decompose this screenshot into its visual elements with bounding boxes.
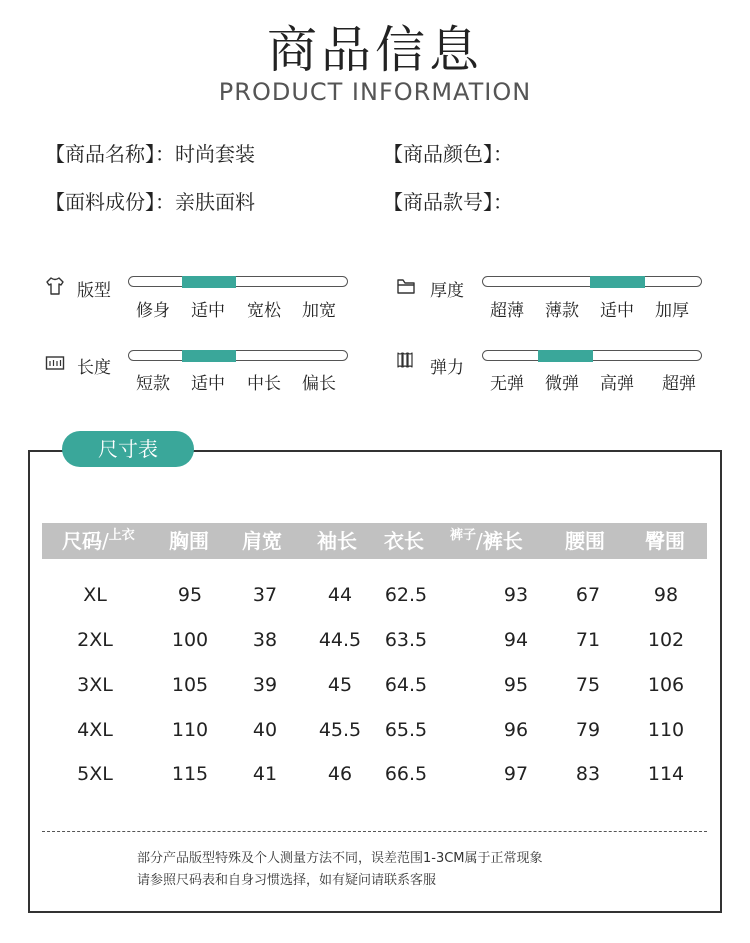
size-value: 96 — [503, 719, 529, 741]
size-label: XL — [83, 584, 107, 606]
header-size: 尺码/$^{上衣}$ — [62, 528, 135, 553]
product-name — [45, 138, 255, 167]
size-value: 102 — [647, 629, 685, 651]
size-value: 100 — [171, 629, 209, 651]
size-value: 41 — [252, 763, 278, 785]
stretch-option: 微弹 — [545, 374, 579, 394]
size-label: 3XL — [77, 674, 113, 696]
stretch-slider-fill — [538, 350, 593, 362]
header-sleeve: 袖长 — [317, 529, 357, 553]
size-value: 79 — [575, 719, 601, 741]
product-name-value: 时尚套装 — [175, 142, 255, 166]
tshirt-icon — [45, 276, 65, 296]
size-value: 71 — [575, 629, 601, 651]
thickness-slider-fill — [590, 276, 645, 288]
size-value: 94 — [503, 629, 529, 651]
size-value: 44.5 — [318, 629, 362, 651]
product-color-label: 【商品颜色】： — [383, 142, 513, 166]
size-value: 106 — [647, 674, 685, 696]
size-chart-tab: 尺寸表 — [62, 431, 194, 467]
page-title: 商品信息 — [267, 21, 483, 79]
attr-length-label: 长度 — [77, 358, 111, 378]
attr-thickness-label: 厚度 — [430, 281, 464, 301]
size-value: 66.5 — [384, 763, 428, 785]
product-name-label: 【商品名称】： — [45, 142, 175, 166]
size-value: 97 — [503, 763, 529, 785]
length-option: 偏长 — [302, 374, 336, 394]
header-top-length: 衣长 — [384, 529, 424, 553]
stretch-option: 超弹 — [662, 374, 696, 394]
fit-slider-fill — [182, 276, 236, 288]
fabric-icon — [396, 350, 416, 370]
note-line-1: 部分产品版型特殊及个人测量方法不同，误差范围1-3CM属于正常现象 — [137, 851, 543, 866]
fit-option: 修身 — [136, 301, 170, 321]
size-label: 5XL — [77, 763, 113, 785]
header-shoulder: 肩宽 — [242, 529, 282, 553]
size-value: 114 — [647, 763, 685, 785]
size-value: 45 — [327, 674, 353, 696]
size-value: 64.5 — [384, 674, 428, 696]
folder-icon — [396, 276, 416, 296]
size-chart-header — [42, 523, 707, 559]
size-label: 2XL — [77, 629, 113, 651]
size-value: 83 — [575, 763, 601, 785]
stretch-option: 无弹 — [490, 374, 524, 394]
size-value: 65.5 — [384, 719, 428, 741]
size-value: 40 — [252, 719, 278, 741]
product-fabric-label: 【面料成份】： — [45, 190, 175, 214]
size-label: 4XL — [77, 719, 113, 741]
length-option: 短款 — [136, 374, 170, 394]
thickness-option: 适中 — [600, 301, 634, 321]
stretch-slider — [482, 350, 702, 361]
size-value: 46 — [327, 763, 353, 785]
size-value: 38 — [252, 629, 278, 651]
length-option: 适中 — [191, 374, 225, 394]
fit-slider — [128, 276, 348, 287]
thickness-slider — [482, 276, 702, 287]
divider — [42, 831, 707, 832]
size-value: 95 — [503, 674, 529, 696]
size-value: 62.5 — [384, 584, 428, 606]
ruler-icon — [45, 353, 65, 373]
size-value: 75 — [575, 674, 601, 696]
thickness-option: 薄款 — [545, 301, 579, 321]
product-fabric — [45, 186, 255, 215]
header-pants: $^{裤子}$/裤长 — [450, 528, 523, 553]
size-value: 39 — [252, 674, 278, 696]
fit-option: 适中 — [191, 301, 225, 321]
header-chest: 胸围 — [169, 529, 209, 553]
size-value: 45.5 — [318, 719, 362, 741]
header-size-label: 尺码 — [62, 529, 102, 553]
length-slider — [128, 350, 348, 361]
product-style-label: 【商品款号】： — [383, 190, 513, 214]
header-pants-length: 裤长 — [482, 529, 523, 553]
header-hip: 臀围 — [645, 529, 685, 553]
header-pants-label: 裤子 — [450, 528, 477, 543]
fit-option: 加宽 — [302, 301, 336, 321]
stretch-option: 高弹 — [600, 374, 634, 394]
size-value: 95 — [177, 584, 203, 606]
attr-stretch-label: 弹力 — [430, 358, 464, 378]
size-value: 110 — [647, 719, 685, 741]
product-fabric-value: 亲肤面料 — [175, 190, 255, 214]
header-waist: 腰围 — [565, 529, 605, 553]
note-line-2: 请参照尺码表和自身习惯选择，如有疑问请联系客服 — [137, 873, 437, 888]
size-value: 37 — [252, 584, 278, 606]
size-value: 93 — [503, 584, 529, 606]
header-top-label: 上衣 — [108, 528, 135, 543]
attr-fit-label: 版型 — [77, 281, 111, 301]
size-value: 44 — [327, 584, 353, 606]
size-value: 115 — [171, 763, 209, 785]
size-value: 105 — [171, 674, 209, 696]
size-value: 110 — [171, 719, 209, 741]
size-value: 67 — [575, 584, 601, 606]
fit-option: 宽松 — [247, 301, 281, 321]
size-value: 98 — [653, 584, 679, 606]
thickness-option: 超薄 — [490, 301, 524, 321]
size-value: 63.5 — [384, 629, 428, 651]
length-option: 中长 — [247, 374, 281, 394]
length-slider-fill — [182, 350, 236, 362]
page-subtitle: PRODUCT INFORMATION — [218, 78, 532, 106]
thickness-option: 加厚 — [655, 301, 689, 321]
